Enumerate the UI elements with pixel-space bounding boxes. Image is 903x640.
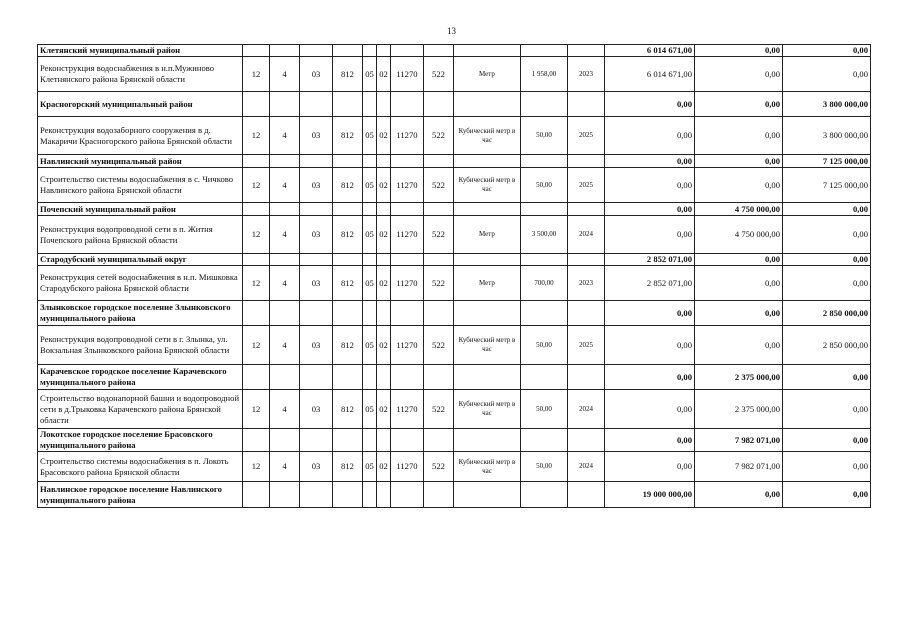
code-cell: 03 bbox=[300, 390, 333, 429]
district-row bbox=[38, 482, 871, 508]
capacity-cell: 3 500,00 bbox=[521, 216, 568, 254]
amount-2025: 7 125 000,00 bbox=[783, 168, 871, 203]
code-cell bbox=[391, 45, 424, 57]
code-cell bbox=[270, 45, 300, 57]
code-cell bbox=[270, 301, 300, 326]
row-name: Реконструкция водопроводной сети в п. Житня Почепского района Брянской области bbox=[38, 216, 243, 254]
code-cell bbox=[424, 429, 454, 452]
code-cell bbox=[363, 203, 377, 216]
row-name: Строительство системы водоснабжения в п. Локоть Брасовского района Брянской области bbox=[38, 452, 243, 482]
year-cell: 2024 bbox=[568, 390, 605, 429]
year-cell: 2023 bbox=[568, 266, 605, 301]
code-cell bbox=[300, 45, 333, 57]
unit-cell: Метр bbox=[454, 57, 521, 92]
code-cell bbox=[377, 301, 391, 326]
capacity-cell bbox=[521, 365, 568, 390]
row-name: Локотское городское поселение Брасовского муниципального района bbox=[38, 429, 243, 452]
code-cell: 812 bbox=[333, 57, 363, 92]
code-cell: 03 bbox=[300, 216, 333, 254]
amount-2024: 0,00 bbox=[695, 155, 783, 168]
amount-2024: 0,00 bbox=[695, 254, 783, 266]
code-cell bbox=[333, 429, 363, 452]
amount-2025: 3 800 000,00 bbox=[783, 92, 871, 117]
row-name: Почепский муниципальный район bbox=[38, 203, 243, 216]
district-row bbox=[38, 92, 871, 117]
row-name: Реконструкция водоснабжения в н.п.Мужиново Клетнянского района Брянской области bbox=[38, 57, 243, 92]
code-cell: 05 bbox=[363, 452, 377, 482]
year-cell: 2025 bbox=[568, 117, 605, 155]
unit-cell bbox=[454, 482, 521, 508]
code-cell bbox=[424, 482, 454, 508]
amount-2024: 7 982 071,00 bbox=[695, 429, 783, 452]
unit-cell: Кубический метр в час bbox=[454, 390, 521, 429]
code-cell: 05 bbox=[363, 216, 377, 254]
code-cell bbox=[333, 254, 363, 266]
amount-2024: 0,00 bbox=[695, 326, 783, 365]
year-cell: 2024 bbox=[568, 216, 605, 254]
unit-cell bbox=[454, 301, 521, 326]
amount-2023: 2 852 071,00 bbox=[605, 254, 695, 266]
code-cell: 4 bbox=[270, 452, 300, 482]
year-cell bbox=[568, 429, 605, 452]
code-cell bbox=[424, 203, 454, 216]
code-cell bbox=[391, 365, 424, 390]
code-cell bbox=[363, 429, 377, 452]
capacity-cell: 50,00 bbox=[521, 326, 568, 365]
amount-2024: 4 750 000,00 bbox=[695, 216, 783, 254]
code-cell: 11270 bbox=[391, 266, 424, 301]
amount-2025: 0,00 bbox=[783, 266, 871, 301]
code-cell bbox=[243, 482, 270, 508]
code-cell bbox=[333, 155, 363, 168]
capacity-cell bbox=[521, 155, 568, 168]
district-row bbox=[38, 203, 871, 216]
code-cell bbox=[333, 482, 363, 508]
code-cell: 02 bbox=[377, 57, 391, 92]
amount-2025: 7 125 000,00 bbox=[783, 155, 871, 168]
amount-2024: 0,00 bbox=[695, 301, 783, 326]
row-name: Стародубский муниципальный округ bbox=[38, 254, 243, 266]
capacity-cell: 700,00 bbox=[521, 266, 568, 301]
year-cell bbox=[568, 155, 605, 168]
amount-2024: 0,00 bbox=[695, 57, 783, 92]
code-cell bbox=[243, 203, 270, 216]
capacity-cell bbox=[521, 301, 568, 326]
year-cell bbox=[568, 45, 605, 57]
amount-2023: 0,00 bbox=[605, 216, 695, 254]
capacity-cell: 50,00 bbox=[521, 168, 568, 203]
unit-cell bbox=[454, 155, 521, 168]
code-cell bbox=[363, 92, 377, 117]
capacity-cell: 50,00 bbox=[521, 390, 568, 429]
code-cell: 12 bbox=[243, 390, 270, 429]
amount-2024: 7 982 071,00 bbox=[695, 452, 783, 482]
code-cell: 05 bbox=[363, 266, 377, 301]
code-cell bbox=[270, 92, 300, 117]
year-cell bbox=[568, 482, 605, 508]
unit-cell bbox=[454, 429, 521, 452]
amount-2025: 0,00 bbox=[783, 203, 871, 216]
project-row bbox=[38, 452, 871, 482]
capacity-cell bbox=[521, 92, 568, 117]
project-row bbox=[38, 266, 871, 301]
code-cell bbox=[333, 203, 363, 216]
code-cell: 812 bbox=[333, 117, 363, 155]
project-row bbox=[38, 390, 871, 429]
row-name: Красногорский муниципальный район bbox=[38, 92, 243, 117]
year-cell: 2023 bbox=[568, 57, 605, 92]
code-cell: 11270 bbox=[391, 390, 424, 429]
unit-cell: Метр bbox=[454, 266, 521, 301]
code-cell bbox=[300, 429, 333, 452]
code-cell: 03 bbox=[300, 168, 333, 203]
code-cell: 02 bbox=[377, 326, 391, 365]
code-cell bbox=[424, 155, 454, 168]
code-cell bbox=[377, 155, 391, 168]
row-name: Реконструкция сетей водоснабжения в н.п. Мишковка Стародубского района Брянской области bbox=[38, 266, 243, 301]
amount-2023: 0,00 bbox=[605, 452, 695, 482]
code-cell: 03 bbox=[300, 117, 333, 155]
code-cell: 05 bbox=[363, 390, 377, 429]
amount-2024: 2 375 000,00 bbox=[695, 390, 783, 429]
unit-cell bbox=[454, 254, 521, 266]
amount-2024: 4 750 000,00 bbox=[695, 203, 783, 216]
code-cell: 12 bbox=[243, 216, 270, 254]
code-cell: 02 bbox=[377, 168, 391, 203]
code-cell: 522 bbox=[424, 390, 454, 429]
code-cell bbox=[333, 365, 363, 390]
amount-2023: 19 000 000,00 bbox=[605, 482, 695, 508]
amount-2024: 0,00 bbox=[695, 482, 783, 508]
row-name: Реконструкция водозаборного сооружения в д. Макаричи Красногорского района Брянской области bbox=[38, 117, 243, 155]
capacity-cell: 50,00 bbox=[521, 117, 568, 155]
code-cell bbox=[243, 301, 270, 326]
row-name: Клетянский муниципальный район bbox=[38, 45, 243, 57]
investment-table bbox=[37, 44, 871, 508]
code-cell bbox=[300, 203, 333, 216]
code-cell: 522 bbox=[424, 168, 454, 203]
amount-2023: 6 014 671,00 bbox=[605, 57, 695, 92]
code-cell: 522 bbox=[424, 216, 454, 254]
amount-2023: 2 852 071,00 bbox=[605, 266, 695, 301]
unit-cell: Кубический метр в час bbox=[454, 452, 521, 482]
amount-2023: 0,00 bbox=[605, 117, 695, 155]
code-cell bbox=[333, 301, 363, 326]
code-cell: 12 bbox=[243, 326, 270, 365]
code-cell bbox=[270, 155, 300, 168]
code-cell bbox=[391, 92, 424, 117]
code-cell bbox=[377, 254, 391, 266]
amount-2025: 2 850 000,00 bbox=[783, 326, 871, 365]
amount-2023: 6 014 671,00 bbox=[605, 45, 695, 57]
amount-2024: 0,00 bbox=[695, 117, 783, 155]
code-cell bbox=[363, 254, 377, 266]
district-row bbox=[38, 429, 871, 452]
amount-2023: 0,00 bbox=[605, 301, 695, 326]
code-cell bbox=[243, 45, 270, 57]
code-cell: 812 bbox=[333, 326, 363, 365]
amount-2024: 0,00 bbox=[695, 45, 783, 57]
year-cell bbox=[568, 203, 605, 216]
code-cell: 02 bbox=[377, 266, 391, 301]
code-cell bbox=[270, 203, 300, 216]
amount-2025: 0,00 bbox=[783, 57, 871, 92]
code-cell: 522 bbox=[424, 452, 454, 482]
district-row bbox=[38, 45, 871, 57]
code-cell: 522 bbox=[424, 57, 454, 92]
code-cell bbox=[391, 482, 424, 508]
code-cell bbox=[300, 301, 333, 326]
code-cell bbox=[333, 45, 363, 57]
year-cell bbox=[568, 92, 605, 117]
code-cell: 812 bbox=[333, 452, 363, 482]
code-cell: 12 bbox=[243, 168, 270, 203]
unit-cell: Кубический метр в час bbox=[454, 168, 521, 203]
code-cell bbox=[424, 92, 454, 117]
district-row bbox=[38, 254, 871, 266]
code-cell bbox=[424, 45, 454, 57]
amount-2024: 0,00 bbox=[695, 168, 783, 203]
amount-2025: 0,00 bbox=[783, 429, 871, 452]
unit-cell bbox=[454, 203, 521, 216]
amount-2025: 0,00 bbox=[783, 390, 871, 429]
code-cell: 02 bbox=[377, 117, 391, 155]
code-cell bbox=[391, 203, 424, 216]
code-cell: 812 bbox=[333, 266, 363, 301]
code-cell bbox=[391, 301, 424, 326]
amount-2023: 0,00 bbox=[605, 390, 695, 429]
code-cell bbox=[270, 254, 300, 266]
capacity-cell: 1 958,00 bbox=[521, 57, 568, 92]
code-cell bbox=[377, 482, 391, 508]
code-cell bbox=[300, 92, 333, 117]
code-cell: 4 bbox=[270, 266, 300, 301]
district-row bbox=[38, 155, 871, 168]
code-cell bbox=[363, 45, 377, 57]
code-cell bbox=[300, 155, 333, 168]
code-cell bbox=[424, 254, 454, 266]
code-cell bbox=[377, 45, 391, 57]
row-name: Навлинский муниципальный район bbox=[38, 155, 243, 168]
code-cell: 03 bbox=[300, 326, 333, 365]
code-cell bbox=[243, 429, 270, 452]
code-cell: 522 bbox=[424, 266, 454, 301]
code-cell: 12 bbox=[243, 266, 270, 301]
capacity-cell bbox=[521, 45, 568, 57]
project-row bbox=[38, 168, 871, 203]
code-cell bbox=[391, 254, 424, 266]
code-cell: 11270 bbox=[391, 57, 424, 92]
amount-2023: 0,00 bbox=[605, 365, 695, 390]
code-cell bbox=[270, 365, 300, 390]
code-cell bbox=[363, 301, 377, 326]
code-cell: 4 bbox=[270, 117, 300, 155]
year-cell bbox=[568, 301, 605, 326]
code-cell: 05 bbox=[363, 57, 377, 92]
capacity-cell bbox=[521, 254, 568, 266]
code-cell bbox=[300, 254, 333, 266]
project-row bbox=[38, 117, 871, 155]
capacity-cell bbox=[521, 429, 568, 452]
amount-2025: 0,00 bbox=[783, 45, 871, 57]
year-cell: 2024 bbox=[568, 452, 605, 482]
page-number: 13 bbox=[447, 26, 456, 36]
code-cell bbox=[270, 482, 300, 508]
code-cell: 11270 bbox=[391, 117, 424, 155]
code-cell: 03 bbox=[300, 57, 333, 92]
code-cell bbox=[424, 301, 454, 326]
code-cell: 812 bbox=[333, 216, 363, 254]
code-cell bbox=[333, 92, 363, 117]
code-cell: 522 bbox=[424, 117, 454, 155]
project-row bbox=[38, 326, 871, 365]
code-cell: 03 bbox=[300, 266, 333, 301]
row-name: Реконструкция водопроводной сети в г. Злынка, ул. Вокзальная Злынковского района Брянской области bbox=[38, 326, 243, 365]
amount-2025: 0,00 bbox=[783, 216, 871, 254]
code-cell: 4 bbox=[270, 326, 300, 365]
amount-2025: 0,00 bbox=[783, 365, 871, 390]
unit-cell bbox=[454, 45, 521, 57]
code-cell bbox=[243, 155, 270, 168]
capacity-cell bbox=[521, 203, 568, 216]
unit-cell: Кубический метр в час bbox=[454, 326, 521, 365]
project-row bbox=[38, 216, 871, 254]
capacity-cell bbox=[521, 482, 568, 508]
amount-2024: 2 375 000,00 bbox=[695, 365, 783, 390]
row-name: Карачевское городское поселение Карачевского муниципального района bbox=[38, 365, 243, 390]
code-cell: 05 bbox=[363, 326, 377, 365]
code-cell bbox=[391, 429, 424, 452]
code-cell bbox=[363, 155, 377, 168]
code-cell bbox=[243, 365, 270, 390]
unit-cell bbox=[454, 365, 521, 390]
code-cell bbox=[377, 365, 391, 390]
year-cell: 2025 bbox=[568, 168, 605, 203]
district-row bbox=[38, 301, 871, 326]
amount-2023: 0,00 bbox=[605, 168, 695, 203]
amount-2024: 0,00 bbox=[695, 266, 783, 301]
amount-2024: 0,00 bbox=[695, 92, 783, 117]
year-cell bbox=[568, 365, 605, 390]
code-cell bbox=[300, 365, 333, 390]
amount-2023: 0,00 bbox=[605, 326, 695, 365]
code-cell: 4 bbox=[270, 168, 300, 203]
code-cell bbox=[377, 203, 391, 216]
code-cell bbox=[424, 365, 454, 390]
code-cell: 11270 bbox=[391, 216, 424, 254]
amount-2025: 0,00 bbox=[783, 254, 871, 266]
code-cell: 02 bbox=[377, 452, 391, 482]
code-cell: 11270 bbox=[391, 168, 424, 203]
amount-2025: 2 850 000,00 bbox=[783, 301, 871, 326]
unit-cell: Кубический метр в час bbox=[454, 117, 521, 155]
row-name: Строительство водонапорной башни и водопроводной сети в д.Трыковка Карачевского района Брянской области bbox=[38, 390, 243, 429]
code-cell: 02 bbox=[377, 216, 391, 254]
project-row bbox=[38, 57, 871, 92]
amount-2025: 0,00 bbox=[783, 482, 871, 508]
code-cell: 03 bbox=[300, 452, 333, 482]
amount-2023: 0,00 bbox=[605, 429, 695, 452]
year-cell: 2025 bbox=[568, 326, 605, 365]
code-cell: 12 bbox=[243, 452, 270, 482]
code-cell bbox=[391, 155, 424, 168]
amount-2023: 0,00 bbox=[605, 92, 695, 117]
code-cell: 4 bbox=[270, 57, 300, 92]
code-cell: 812 bbox=[333, 168, 363, 203]
code-cell: 11270 bbox=[391, 452, 424, 482]
capacity-cell: 50,00 bbox=[521, 452, 568, 482]
code-cell: 4 bbox=[270, 390, 300, 429]
code-cell: 05 bbox=[363, 117, 377, 155]
code-cell: 12 bbox=[243, 117, 270, 155]
amount-2023: 0,00 bbox=[605, 203, 695, 216]
district-row bbox=[38, 365, 871, 390]
code-cell bbox=[377, 429, 391, 452]
code-cell: 812 bbox=[333, 390, 363, 429]
code-cell bbox=[377, 92, 391, 117]
code-cell: 12 bbox=[243, 57, 270, 92]
code-cell: 05 bbox=[363, 168, 377, 203]
code-cell: 11270 bbox=[391, 326, 424, 365]
code-cell bbox=[243, 92, 270, 117]
code-cell bbox=[300, 482, 333, 508]
amount-2025: 0,00 bbox=[783, 452, 871, 482]
code-cell: 522 bbox=[424, 326, 454, 365]
amount-2023: 0,00 bbox=[605, 155, 695, 168]
code-cell bbox=[363, 365, 377, 390]
code-cell bbox=[363, 482, 377, 508]
row-name: Злынковское городское поселение Злынковского муниципального района bbox=[38, 301, 243, 326]
year-cell bbox=[568, 254, 605, 266]
unit-cell bbox=[454, 92, 521, 117]
row-name: Навлинское городское поселение Навлинского муниципального района bbox=[38, 482, 243, 508]
code-cell: 4 bbox=[270, 216, 300, 254]
code-cell bbox=[243, 254, 270, 266]
code-cell bbox=[270, 429, 300, 452]
code-cell: 02 bbox=[377, 390, 391, 429]
amount-2025: 3 800 000,00 bbox=[783, 117, 871, 155]
row-name: Строительство системы водоснабжения в с. Чичково Навлинского района Брянской области bbox=[38, 168, 243, 203]
unit-cell: Метр bbox=[454, 216, 521, 254]
